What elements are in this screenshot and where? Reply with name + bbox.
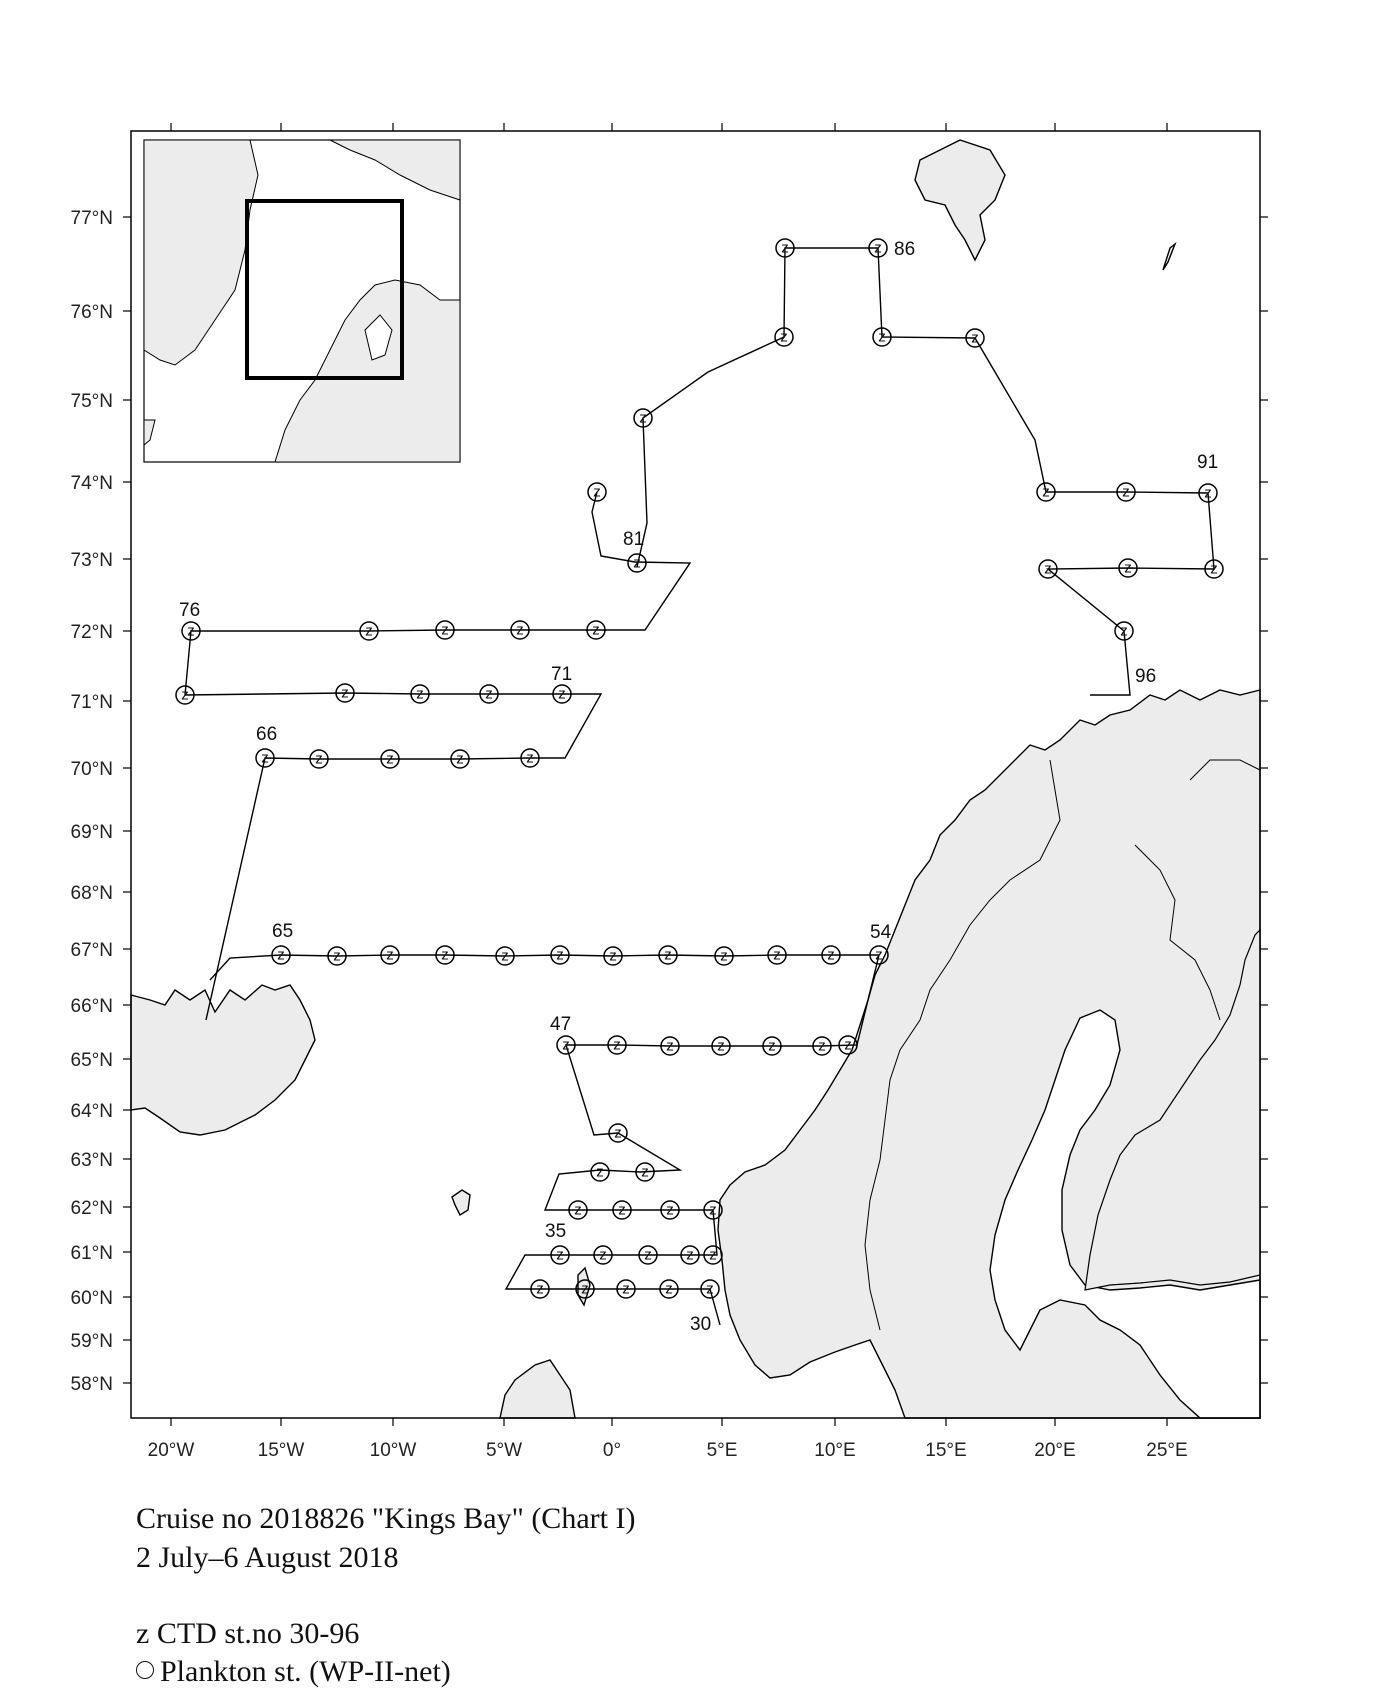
station-label: 96 — [1135, 666, 1157, 687]
ctd-marker: z — [556, 1246, 564, 1264]
lon-label: 15°E — [925, 1440, 967, 1461]
ctd-marker: z — [1120, 622, 1128, 640]
ctd-marker: z — [365, 622, 373, 640]
ctd-marker: z — [599, 1246, 607, 1264]
ctd-marker: z — [664, 946, 672, 964]
ctd-marker: z — [622, 1280, 630, 1298]
ctd-marker: z — [639, 409, 647, 427]
lat-label: 72°N — [70, 622, 113, 643]
ctd-marker: z — [593, 483, 601, 501]
station-label: 54 — [870, 922, 892, 943]
ctd-marker: z — [618, 1201, 626, 1219]
ctd-marker: z — [827, 946, 835, 964]
ctd-marker: z — [181, 686, 189, 704]
ctd-marker: z — [633, 554, 641, 572]
ctd-marker: z — [581, 1280, 589, 1298]
ctd-marker: z — [818, 1037, 826, 1055]
station-label: 35 — [545, 1221, 567, 1242]
station-label: 71 — [551, 664, 573, 685]
ctd-marker: z — [386, 946, 394, 964]
ctd-marker: z — [315, 750, 323, 768]
ctd-marker: z — [526, 749, 534, 767]
ctd-marker: z — [665, 1280, 673, 1298]
ctd-marker: z — [768, 1037, 776, 1055]
lat-label: 71°N — [70, 692, 113, 713]
lat-label: 74°N — [70, 473, 113, 494]
ctd-marker: z — [536, 1280, 544, 1298]
ctd-marker: z — [780, 328, 788, 346]
station-label: 30 — [690, 1314, 712, 1335]
ctd-marker: z — [773, 946, 781, 964]
lat-label: 75°N — [70, 391, 113, 412]
lon-label: 15°W — [257, 1440, 305, 1461]
lat-label: 68°N — [70, 883, 113, 904]
legend-plankton-row — [136, 1655, 451, 1689]
ctd-marker: z — [844, 1036, 852, 1054]
ctd-marker: z — [277, 946, 285, 964]
ctd-marker: z — [1042, 483, 1050, 501]
ctd-marker: z — [1204, 484, 1212, 502]
ctd-marker: z — [878, 328, 886, 346]
lat-label: 62°N — [70, 1198, 113, 1219]
ctd-marker: z — [614, 1124, 622, 1142]
station-label: 76 — [179, 600, 201, 621]
lat-label: 70°N — [70, 759, 113, 780]
ctd-marker: z — [613, 1036, 621, 1054]
ctd-marker: z — [874, 239, 882, 257]
lon-label: 10°E — [814, 1440, 856, 1461]
ctd-marker: z — [1044, 560, 1052, 578]
ctd-marker: z — [187, 622, 195, 640]
ctd-marker: z — [574, 1201, 582, 1219]
lat-label: 66°N — [70, 996, 113, 1017]
ctd-marker: z — [386, 750, 394, 768]
ctd-marker: z — [501, 947, 509, 965]
ctd-marker: z — [641, 1163, 649, 1181]
lon-label: 20°W — [147, 1440, 195, 1461]
ctd-marker: z — [1210, 560, 1218, 578]
ctd-marker: z — [596, 1163, 604, 1181]
ctd-marker: z — [781, 239, 789, 257]
lat-label: 60°N — [70, 1288, 113, 1309]
lon-label: 5°W — [485, 1440, 523, 1461]
ctd-marker: z — [516, 621, 524, 639]
ctd-marker: z — [644, 1246, 652, 1264]
ctd-marker: z — [556, 946, 564, 964]
station-label: 47 — [550, 1014, 572, 1035]
ctd-marker: z — [261, 749, 269, 767]
ctd-marker: z — [666, 1037, 674, 1055]
station-label: 86 — [894, 239, 916, 260]
ctd-marker: z — [592, 621, 600, 639]
ctd-marker: z — [709, 1246, 717, 1264]
lat-label: 63°N — [70, 1150, 113, 1171]
ctd-marker: z — [441, 621, 449, 639]
ctd-marker: z — [1124, 559, 1132, 577]
overview-inset-icon — [144, 140, 460, 462]
ctd-marker: z — [558, 685, 566, 703]
plankton-circle-icon — [136, 1661, 154, 1679]
ctd-marker: z — [1122, 483, 1130, 501]
lon-label: 5°E — [706, 1440, 738, 1461]
lat-label: 65°N — [70, 1050, 113, 1071]
chart-caption-dates: 2 July–6 August 2018 — [136, 1541, 399, 1574]
lon-label: 0° — [602, 1440, 622, 1461]
ctd-marker: z — [609, 947, 617, 965]
station-label: 91 — [1197, 452, 1219, 473]
station-label: 66 — [256, 724, 278, 745]
longitude-labels — [148, 1440, 1188, 1461]
ctd-marker: z — [717, 1037, 725, 1055]
ctd-marker: z — [485, 685, 493, 703]
ctd-marker: z — [720, 947, 728, 965]
ctd-marker: z — [341, 684, 349, 702]
ctd-marker: z — [971, 329, 979, 347]
lat-label: 61°N — [70, 1243, 113, 1264]
ctd-marker: z — [441, 946, 449, 964]
ctd-marker: z — [709, 1201, 717, 1219]
lat-label: 73°N — [70, 550, 113, 571]
station-label: 81 — [623, 529, 645, 550]
lat-label: 77°N — [70, 208, 113, 229]
lat-label: 64°N — [70, 1101, 113, 1122]
chart-caption-title: Cruise no 2018826 "Kings Bay" (Chart I) — [136, 1502, 636, 1535]
ctd-marker: z — [456, 750, 464, 768]
ctd-marker: z — [666, 1201, 674, 1219]
lat-label: 69°N — [70, 822, 113, 843]
lat-label: 76°N — [70, 302, 113, 323]
lat-label: 58°N — [70, 1374, 113, 1395]
lon-label: 25°E — [1146, 1440, 1188, 1461]
ctd-marker: z — [686, 1246, 694, 1264]
lon-label: 10°W — [369, 1440, 417, 1461]
latitude-labels — [71, 208, 113, 1395]
ctd-marker: z — [706, 1280, 714, 1298]
lon-label: 20°E — [1034, 1440, 1076, 1461]
ctd-marker: z — [333, 947, 341, 965]
ctd-marker: z — [562, 1036, 570, 1054]
lat-label: 59°N — [70, 1331, 113, 1352]
lat-label: 67°N — [70, 940, 113, 961]
legend-plankton: Plankton st. (WP-II-net) — [160, 1655, 451, 1688]
legend-ctd: z CTD st.no 30-96 — [136, 1617, 360, 1650]
ctd-marker: z — [875, 946, 883, 964]
ctd-marker: z — [416, 685, 424, 703]
station-label: 65 — [272, 921, 294, 942]
